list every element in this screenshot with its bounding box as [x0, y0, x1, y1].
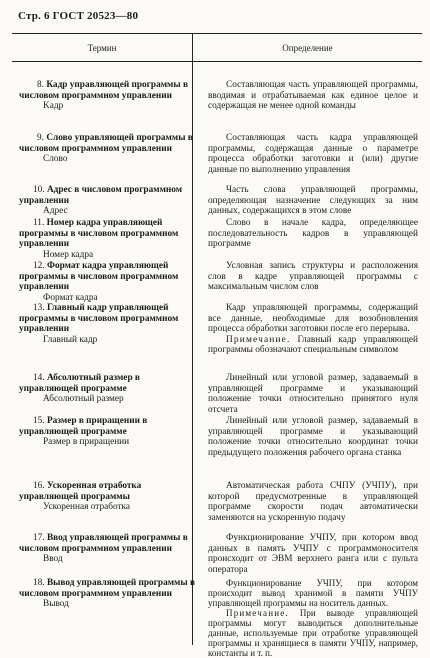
note-text: Главный кадр управляющей программы обозначают специальным символом — [208, 334, 418, 356]
term-number: 12. — [33, 261, 45, 271]
term-short: Главный кадр — [43, 334, 98, 345]
term-short: Слово — [43, 154, 68, 165]
term-entry — [19, 578, 195, 610]
term-title: Ускоренная отработка управляющей программы — [19, 481, 142, 502]
definition-entry — [208, 133, 418, 175]
term-title: Слово управляющей программы в числовом программном управлении — [19, 133, 193, 154]
table-header-rule — [12, 61, 422, 62]
term-entry — [19, 416, 195, 448]
definition-text: Автоматическая работа СЧПУ (УЧПУ), при которой предусмотренные в управляющей программе скорости подач автоматически заменяются на ускоренную подачу — [208, 481, 418, 523]
term-title: Главный кадр управляющей программы в числовом программном управлении — [19, 303, 179, 335]
term-entry — [19, 303, 195, 345]
definition-entry — [208, 578, 418, 658]
term-entry — [19, 133, 195, 165]
term-number: 18. — [33, 578, 45, 588]
definition-text: Условная запись структуры и расположения слов в кадре управляющей программы с максимальным числом слов — [208, 261, 418, 293]
term-short: Размер в приращении — [43, 437, 130, 448]
term-number: 16. — [33, 481, 45, 491]
term-title: Адрес в числовом программном управлении — [19, 185, 183, 206]
definition-text: Составляющая часть управляющей программы, вводимая и отрабатываемая как единое целое и содержащая не менее одной команды — [208, 80, 418, 112]
definition-entry — [208, 533, 418, 575]
term-number: 8. — [37, 80, 44, 90]
term-number: 11. — [33, 218, 45, 228]
definition-entry — [208, 303, 418, 356]
term-short: Ускоренная отработка — [43, 502, 131, 513]
definition-text: Линейный или угловой размер, задаваемый в управляющей программе и указывающий положение точки относительно координат точки предыдущего положения рабочего органа станка — [208, 416, 418, 458]
term-title: Размер в приращении в управляющей программе — [19, 416, 148, 437]
term-title: Формат кадра управляющей программы в числовом программном управлении — [19, 261, 179, 293]
column-header-term: Термин — [87, 43, 117, 53]
definition-text: Кадр управляющей программы, содержащий все данные, необходимые для возобновления процесса обработки заготовки после его перерыва. — [208, 303, 418, 335]
term-entry — [19, 373, 195, 405]
note-label: Примечание. — [226, 334, 291, 345]
term-title: Вывод управляющей программы в числовом программном управлении — [19, 578, 195, 599]
definition-entry — [208, 416, 418, 458]
definition-text: Функционирование УЧПУ, при котором происходит вывод хранимой в памяти УЧПУ управляющей программы на носитель данных. — [208, 578, 418, 608]
definition-text: Слово в начале кадра, определяющее последовательность кадров в управляющей программе — [208, 218, 418, 250]
term-entry — [19, 218, 195, 260]
definition-entry — [208, 261, 418, 293]
definition-entry — [208, 218, 418, 250]
term-title: Ввод управляющей программы в числовом программном управлении — [19, 533, 188, 554]
definition-text: Составляющая часть кадра управляющей программы, содержащая данные о параметре процесса обработки заготовки и (или) другие данные по выполнению управления — [208, 133, 418, 175]
term-title: Кадр управляющей программы в числовом программном управлении — [19, 80, 188, 101]
term-entry — [19, 481, 195, 513]
definition-note — [208, 608, 418, 658]
term-number: 9. — [37, 133, 44, 143]
definition-entry — [208, 373, 418, 415]
definition-text: Линейный или угловой размер, задаваемый в управляющей программе и указывающий положение точки относительно принятого нуля отсчета — [208, 373, 418, 415]
definition-text: Функционирование УЧПУ, при котором ввод данных в память УЧПУ с программоносителя происходит от ЭВМ верхнего ранга или с пульта оператора — [208, 533, 418, 575]
term-short: Вывод — [43, 599, 69, 610]
term-number: 17. — [33, 533, 45, 543]
page-header: Стр. 6 ГОСТ 20523—80 — [18, 10, 139, 22]
term-number: 10. — [33, 185, 45, 195]
term-short: Адрес — [43, 206, 68, 217]
term-entry — [19, 261, 195, 303]
note-text: При выводе управляющей программы могут выводиться дополнительные данные, используемые при отработке управляющей программы и хранящиеся в памяти УЧПУ, например, константы и т. п. — [208, 608, 418, 658]
term-short: Абсолютный размер — [43, 394, 124, 405]
term-short: Формат кадра — [43, 292, 98, 303]
term-number: 14. — [33, 373, 45, 383]
note-label: Примечание. — [226, 608, 289, 618]
term-title: Абсолютный размер в управляющей программе — [19, 373, 140, 394]
table-top-rule — [12, 33, 422, 34]
term-number: 13. — [33, 303, 45, 313]
term-short: Ввод — [43, 554, 63, 565]
term-entry — [19, 533, 195, 565]
term-entry — [19, 185, 195, 217]
definition-text: Часть слова управляющей программы, определяющая назначение следующих за ним данных, содержащихся в этом слове — [208, 185, 418, 217]
definition-entry — [208, 185, 418, 217]
term-short: Kадр — [43, 101, 64, 112]
definition-entry — [208, 481, 418, 523]
term-short: Номер кадра — [43, 249, 94, 260]
column-header-definition: Определение — [282, 43, 333, 53]
definition-entry — [208, 80, 418, 112]
definition-note — [208, 335, 418, 356]
term-number: 15. — [33, 416, 45, 426]
terms-table — [12, 33, 422, 658]
term-entry — [19, 80, 195, 112]
term-title: Номер кадра управляющей программы в числовом программном управлении — [19, 218, 179, 250]
